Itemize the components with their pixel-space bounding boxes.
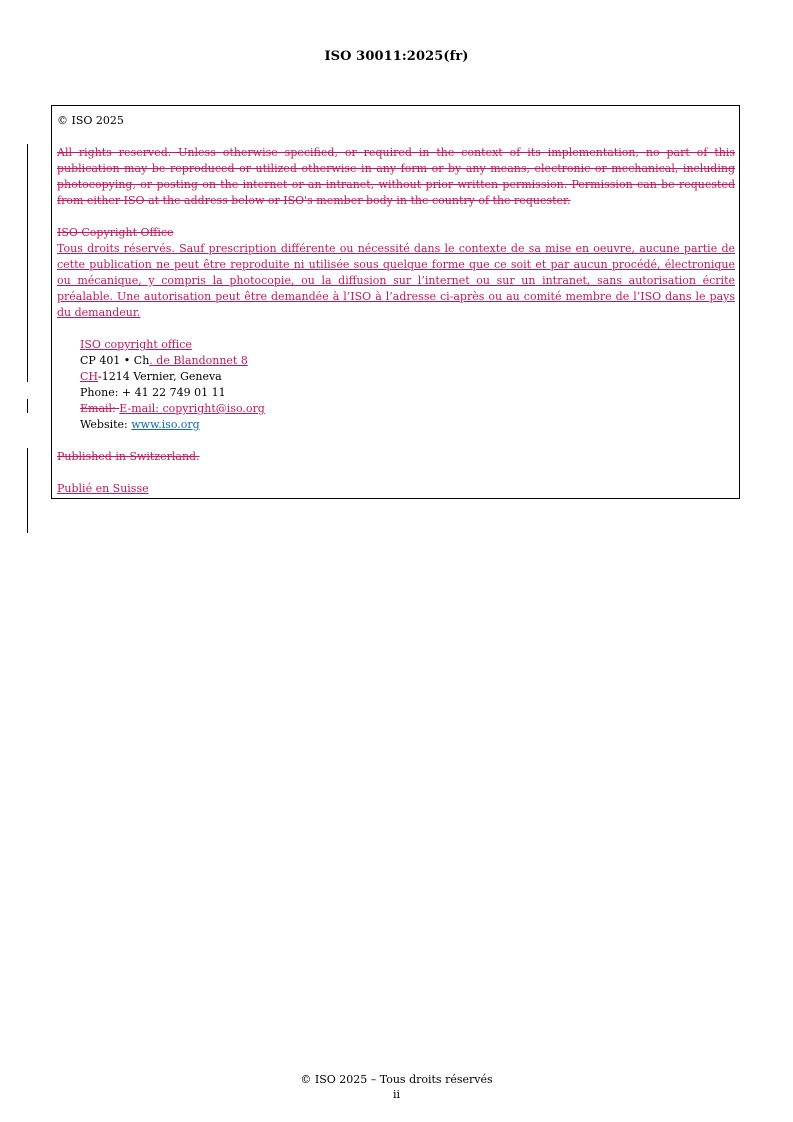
street-text: CP 401 • Ch	[80, 354, 150, 367]
inserted-published-line: Publié en Suisse	[57, 482, 149, 495]
deleted-office-title: ISO Copyright Office	[57, 226, 174, 239]
footer-copyright: © ISO 2025 – Tous droits réservés	[300, 1073, 493, 1086]
address-office-line	[80, 337, 735, 353]
address-phone-line: Phone: + 41 22 749 01 11	[80, 386, 226, 399]
inserted-country-code: CH	[80, 370, 99, 383]
inserted-rights-paragraph: Tous droits réservés. Sauf prescription différente ou nécessité dans le contexte de sa mise en oeuvre, aucune partie de cette publication ne peut être reproduite ni utilisée sous quelque forme que ce soit et par aucun procédé, électronique ou mécanique, y compris la photocopie, ou la diffusion sur l’internet ou sur un intranet, sans autorisation écrite préalable. Une autorisation peut être demandée à l’ISO à l’adresse ci-après ou au comité membre de l’ISO dans le pays du demandeur.	[57, 242, 735, 319]
document-footer	[0, 1072, 793, 1102]
change-bar	[27, 144, 28, 382]
inserted-email: E-mail: copyright@iso.org	[119, 402, 265, 415]
website-label: Website:	[80, 418, 132, 431]
document-header	[0, 49, 793, 64]
address-city-line	[80, 369, 735, 385]
inserted-office-name: ISO copyright office	[80, 338, 192, 351]
copyright-line: © ISO 2025	[57, 114, 124, 127]
page-number: ii	[392, 1088, 401, 1101]
city-text: -1214 Vernier, Geneva	[98, 370, 222, 383]
change-bar	[27, 448, 28, 533]
address-website-line	[80, 417, 735, 433]
change-bar	[27, 399, 28, 413]
address-email-line	[80, 401, 735, 417]
address-street-line	[80, 353, 735, 369]
deleted-published-line: Published in Switzerland.	[57, 450, 200, 463]
deleted-rights-paragraph: All rights reserved. Unless otherwise specified, or required in the context of its implementation, no part of this publication may be reproduced or utilized otherwise in any form or by any means, electronic or mechanical, including photocopying, or posting on the internet or an intranet, without prior written permission. Permission can be requested from either ISO at the address below or ISO's member body in the country of the requester.	[57, 146, 735, 207]
website-link[interactable]: www.iso.org	[131, 418, 200, 431]
copyright-notice-box	[51, 105, 740, 499]
inserted-street-text: . de Blandonnet 8	[149, 354, 248, 367]
document-id: ISO 30011:2025(fr)	[324, 49, 469, 64]
deleted-email-label: Email:	[80, 402, 120, 415]
